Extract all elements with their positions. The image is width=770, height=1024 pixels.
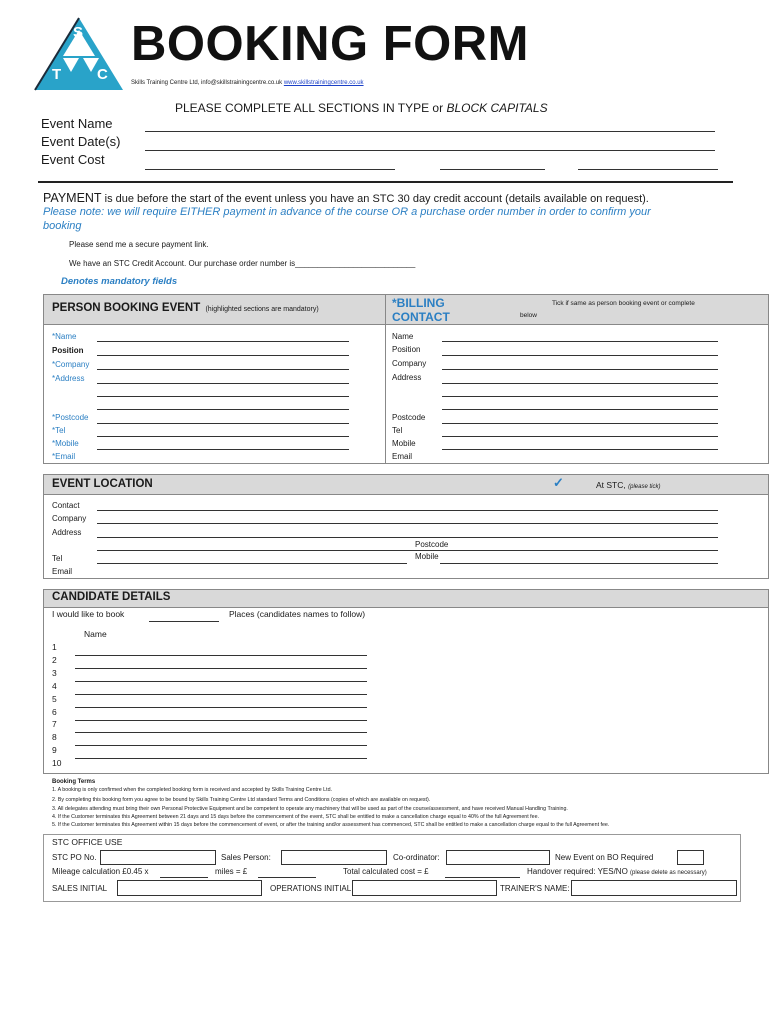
billing-tel-field[interactable] bbox=[442, 436, 718, 437]
website-link[interactable]: www.skillstrainingcentre.co.uk bbox=[283, 80, 364, 86]
candidate-name-field[interactable] bbox=[75, 668, 367, 669]
location-address-field-1[interactable] bbox=[97, 537, 718, 538]
person-mobile-label: *Mobile bbox=[52, 439, 79, 448]
sales-initial-label: SALES INITIAL bbox=[52, 884, 108, 893]
total-cost-label: Total calculated cost = £ bbox=[343, 867, 429, 876]
po-no-label: STC PO No. bbox=[52, 853, 97, 862]
billing-address-field-2[interactable] bbox=[442, 396, 718, 397]
miles-label: miles = £ bbox=[215, 867, 248, 876]
event-cost-field-2[interactable] bbox=[440, 169, 545, 170]
location-tel-field[interactable] bbox=[97, 563, 407, 564]
event-name-label: Event Name bbox=[41, 116, 113, 131]
billing-tel-label: Tel bbox=[392, 426, 403, 435]
location-mobile-field[interactable] bbox=[440, 563, 718, 564]
person-address-field-3[interactable] bbox=[97, 409, 349, 410]
instruction-text: PLEASE COMPLETE ALL SECTIONS IN TYPE or BLOCK CAPITALS bbox=[175, 101, 548, 115]
payment-text: PAYMENT is due before the start of the event unless you have an STC 30 day credit account (details available on request). bbox=[43, 191, 649, 205]
person-email-label: *Email bbox=[52, 452, 76, 461]
payment-note-1: Please note: we will require EITHER payment in advance of the course OR a purchase order number in order to confirm your bbox=[43, 206, 651, 218]
section-divider bbox=[38, 181, 733, 183]
event-dates-label: Event Date(s) bbox=[41, 134, 121, 149]
person-postcode-label: *Postcode bbox=[52, 413, 89, 422]
billing-tick-note-1: Tick if same as person booking event or complete bbox=[552, 300, 695, 307]
billing-address-label: Address bbox=[392, 373, 422, 382]
candidate-number: 6 bbox=[52, 706, 57, 717]
sales-person-label: Sales Person: bbox=[221, 853, 271, 862]
billing-postcode-label: Postcode bbox=[392, 413, 426, 422]
payment-option-link[interactable]: Please send me a secure payment link. bbox=[69, 240, 209, 249]
event-dates-field[interactable] bbox=[145, 150, 715, 151]
person-company-label: *Company bbox=[52, 360, 90, 369]
location-contact-label: Contact bbox=[52, 501, 80, 510]
person-tel-field[interactable] bbox=[97, 436, 349, 437]
candidate-name-field[interactable] bbox=[75, 707, 367, 708]
logo-letter-s: S bbox=[73, 24, 84, 41]
billing-company-field[interactable] bbox=[442, 369, 718, 370]
event-name-field[interactable] bbox=[145, 131, 715, 132]
billing-mobile-field[interactable] bbox=[442, 449, 718, 450]
location-postcode-label: Postcode bbox=[415, 540, 449, 549]
terms-item-4: 4. If the Customer terminates this Agreement between 21 days and 15 days before the commencement of the event, STC shall be entitled to make a cancellation charge equal to 40% of the full Agreement fee. bbox=[52, 814, 540, 820]
candidate-name-field[interactable] bbox=[75, 720, 367, 721]
candidate-name-field[interactable] bbox=[75, 681, 367, 682]
person-name-label: *Name bbox=[52, 332, 77, 341]
candidate-number: 8 bbox=[52, 732, 57, 743]
terms-item-2: 2. By completing this booking form you agree to be bound by Skills Training Centre Ltd standard Terms and Conditions (copies of which are available on request). bbox=[52, 797, 431, 803]
terms-title: Booking Terms bbox=[52, 779, 96, 785]
sales-person-field[interactable] bbox=[281, 850, 387, 865]
person-postcode-field[interactable] bbox=[97, 423, 349, 424]
candidate-column-divider bbox=[43, 607, 44, 774]
candidate-name-field[interactable] bbox=[75, 732, 367, 733]
mileage-field[interactable] bbox=[160, 877, 208, 878]
logo-letter-t: T bbox=[52, 66, 62, 83]
places-count-field[interactable] bbox=[149, 621, 219, 622]
candidate-number: 7 bbox=[52, 719, 57, 730]
billing-position-field[interactable] bbox=[442, 355, 718, 356]
candidate-name-field[interactable] bbox=[75, 694, 367, 695]
person-address-label: *Address bbox=[52, 374, 85, 383]
contact-text: Skills Training Centre Ltd, info@skillstrainingcentre.co.uk bbox=[131, 80, 283, 86]
person-position-field[interactable] bbox=[97, 355, 349, 356]
candidate-number: 4 bbox=[52, 680, 57, 691]
mileage-label: Mileage calculation £0.45 x bbox=[52, 867, 149, 876]
total-cost-field[interactable] bbox=[445, 877, 520, 878]
trainer-name-field[interactable] bbox=[571, 880, 737, 896]
candidate-name-field[interactable] bbox=[75, 655, 367, 656]
billing-address-field-3[interactable] bbox=[442, 409, 718, 410]
event-cost-field-3[interactable] bbox=[578, 169, 718, 170]
new-event-label: New Event on BO Required bbox=[555, 853, 654, 862]
person-mobile-field[interactable] bbox=[97, 449, 349, 450]
billing-email-label: Email bbox=[392, 452, 413, 461]
billing-company-label: Company bbox=[392, 359, 427, 368]
person-name-field[interactable] bbox=[97, 341, 349, 342]
event-location-title: EVENT LOCATION bbox=[52, 478, 153, 490]
person-address-field-2[interactable] bbox=[97, 396, 349, 397]
trainer-name-label: TRAINER'S NAME: bbox=[500, 884, 570, 893]
candidate-title: CANDIDATE DETAILS bbox=[52, 591, 171, 603]
logo-letter-c: C bbox=[97, 66, 108, 83]
at-stc-tick-icon[interactable]: ✓ bbox=[553, 475, 564, 490]
payment-note-2: booking bbox=[43, 220, 82, 232]
operations-initial-label: OPERATIONS INITIAL bbox=[270, 884, 352, 893]
candidate-number: 9 bbox=[52, 745, 57, 756]
person-company-field[interactable] bbox=[97, 369, 349, 370]
mandatory-note: Denotes mandatory fields bbox=[61, 276, 178, 287]
candidate-name-field[interactable] bbox=[75, 745, 367, 746]
sales-initial-field[interactable] bbox=[117, 880, 262, 896]
page-title: BOOKING FORM bbox=[131, 17, 529, 71]
location-tel-label: Tel bbox=[52, 554, 63, 563]
event-cost-field[interactable] bbox=[145, 169, 395, 170]
name-column-header: Name bbox=[84, 629, 107, 639]
billing-name-label: Name bbox=[392, 332, 414, 341]
miles-cost-field[interactable] bbox=[258, 877, 316, 878]
po-no-field[interactable] bbox=[100, 850, 216, 865]
location-contact-field[interactable] bbox=[97, 510, 718, 511]
places-label: Places (candidates names to follow) bbox=[229, 609, 366, 619]
office-use-title: STC OFFICE USE bbox=[52, 837, 123, 847]
terms-item-1: 1. A booking is only confirmed when the completed booking form is received and accepted by Skills Training Centre Ltd. bbox=[52, 787, 333, 793]
location-address-label: Address bbox=[52, 528, 82, 537]
terms-item-3: 3. All delegates attending must bring their own Personal Protective Equipment and be competent to operate any machinery that will be used as part of the course/assessment, and have received Manual Handling Training. bbox=[52, 806, 568, 812]
candidate-name-field[interactable] bbox=[75, 758, 367, 759]
handover-label: Handover required: YES/NO (please delete as necessary) bbox=[527, 867, 707, 876]
person-address-field-1[interactable] bbox=[97, 383, 349, 384]
payment-option-credit[interactable]: We have an STC Credit Account. Our purchase order number is___________________________ bbox=[69, 259, 416, 268]
location-company-label: Company bbox=[52, 514, 87, 523]
at-stc-label: At STC, (please tick) bbox=[596, 480, 661, 490]
location-address-field-2[interactable] bbox=[97, 550, 718, 551]
candidate-number: 2 bbox=[52, 654, 57, 665]
billing-tick-note-2: below bbox=[520, 312, 537, 319]
operations-initial-field[interactable] bbox=[352, 880, 497, 896]
panel-column-divider bbox=[385, 294, 386, 464]
location-company-field[interactable] bbox=[97, 523, 718, 524]
candidate-number: 5 bbox=[52, 693, 57, 704]
book-label: I would like to book bbox=[52, 609, 125, 619]
contact-line bbox=[131, 80, 364, 86]
billing-mobile-label: Mobile bbox=[392, 439, 416, 448]
billing-postcode-field[interactable] bbox=[442, 423, 718, 424]
billing-address-field-1[interactable] bbox=[442, 383, 718, 384]
coordinator-field[interactable] bbox=[446, 850, 550, 865]
person-booking-title: PERSON BOOKING EVENT (highlighted sections are mandatory) bbox=[52, 302, 319, 314]
new-event-checkbox[interactable] bbox=[677, 850, 704, 865]
event-cost-label: Event Cost bbox=[41, 152, 105, 167]
person-tel-label: *Tel bbox=[52, 426, 66, 435]
billing-name-field[interactable] bbox=[442, 341, 718, 342]
candidate-number: 1 bbox=[52, 642, 57, 652]
location-email-label: Email bbox=[52, 567, 73, 576]
billing-position-label: Position bbox=[392, 345, 421, 354]
billing-title-2: CONTACT bbox=[392, 310, 450, 324]
candidate-number: 10 bbox=[52, 758, 62, 769]
terms-item-5: 5. If the Customer terminates this Agreement within 15 days before the commencement of event, or after the training and/or assessment has commenced, STC shall be entitled to make a cancellation charge equal to the full Agreement fee. bbox=[52, 822, 610, 828]
coordinator-label: Co-ordinator: bbox=[393, 853, 440, 862]
location-mobile-label: Mobile bbox=[415, 552, 439, 561]
person-position-label: Position bbox=[52, 346, 84, 355]
candidate-number: 3 bbox=[52, 667, 57, 678]
billing-title-1: *BILLING bbox=[392, 296, 445, 310]
